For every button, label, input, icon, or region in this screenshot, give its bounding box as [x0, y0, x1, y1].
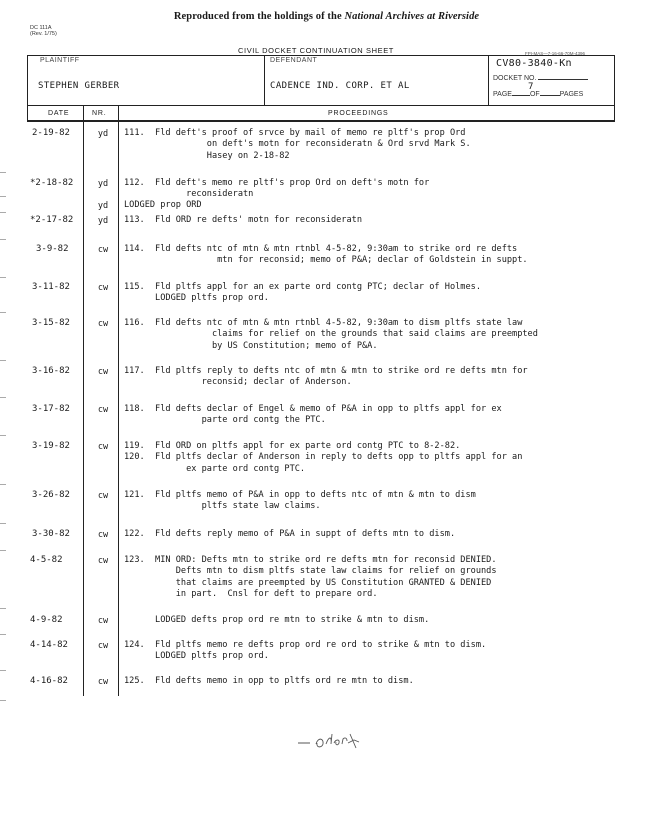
entry-proceedings: 116. Fld defts ntc of mtn & mtn rtnbl 4-5-82, 9:30am to dism pltfs state law claims for relief on the grounds that said claims are preempted by US Constitution; memo of P&A.: [124, 318, 538, 351]
entry-clerk-initials: cw: [97, 367, 109, 377]
entry-separator: [0, 212, 6, 213]
defendant-name: CADENCE IND. CORP. ET AL: [270, 81, 410, 91]
header-divider: [488, 55, 489, 106]
entry-date: 3-11-82: [32, 282, 70, 292]
entry-date: *2-17-82: [30, 215, 74, 225]
plaintiff-label: PLAINTIFF: [40, 57, 80, 64]
entry-clerk-initials: cw: [97, 283, 109, 293]
header-rule: [27, 121, 615, 122]
entry-clerk-initials: cw: [97, 491, 109, 501]
entry-proceedings: 113. Fld ORD re defts' motn for reconsideratn: [124, 215, 362, 225]
plaintiff-name: STEPHEN GERBER: [38, 81, 120, 91]
docket-label: [493, 72, 588, 82]
entry-separator: [0, 196, 6, 197]
entry-clerk-initials: cw: [97, 442, 109, 452]
entry-proceedings: 123. MIN ORD: Defts mtn to strike ord re defts mtn for reconsid DENIED. Defts mtn to dism pltfs state law claims for relief on grounds that claims are preempted by US Constitution GRANTED & DENIED in part. Cnsl for deft to prepare ord.: [124, 555, 497, 599]
entry-clerk-initials: cw: [97, 556, 109, 566]
page-label-text: PAGE: [493, 91, 512, 98]
entry-separator: [0, 397, 6, 398]
entry-separator: [0, 239, 6, 240]
date-column-header: DATE: [48, 110, 70, 117]
entry-proceedings: 118. Fld defts declar of Engel & memo of P&A in opp to pltfs appl for ex parte ord contg the PTC.: [124, 404, 502, 426]
entry-separator: [0, 670, 6, 671]
entry-proceedings: 125. Fld defts memo in opp to pltfs ord re mtn to dism.: [124, 676, 414, 686]
form-rev-line: (Rev. 1/75): [30, 31, 57, 37]
entry-date: 3-26-82: [32, 490, 70, 500]
entry-clerk-initials: cw: [97, 641, 109, 651]
date-column-rule: [83, 106, 84, 696]
column-header-row: [27, 106, 615, 121]
entry-date: 3-15-82: [32, 318, 70, 328]
entry-separator: [0, 550, 6, 551]
page-underline: [512, 88, 530, 96]
entry-separator: [0, 360, 6, 361]
entry-separator: [0, 484, 6, 485]
entry-clerk-initials: yd: [97, 201, 109, 211]
entry-clerk-initials: yd: [97, 179, 109, 189]
page-pages-text: PAGES: [559, 91, 584, 98]
docket-number: CV80-3840-Kn: [496, 58, 572, 69]
form-no-line: DC 111A: [30, 25, 52, 31]
entry-date: 4-16-82: [30, 676, 68, 686]
entry-separator: [0, 700, 6, 701]
form-number: [30, 25, 57, 37]
page-of-text: OF: [529, 91, 540, 98]
nr-column-rule: [118, 106, 119, 696]
entry-clerk-initials: cw: [97, 245, 109, 255]
pages-underline: [540, 88, 560, 96]
entry-proceedings: 111. Fld deft's proof of srvce by mail of memo re pltf's prop Ord on deft's motn for reconsideratn & Ord srvd Mark S. Hasey on 2-18-82: [124, 128, 471, 161]
entry-separator: [0, 523, 6, 524]
entry-date: 3-30-82: [32, 529, 70, 539]
reproduction-banner: [0, 11, 653, 22]
entry-separator: [0, 312, 6, 313]
docket-underline: [538, 72, 588, 80]
entry-proceedings: 115. Fld pltfs appl for an ex parte ord contg PTC; declar of Holmes. LODGED pltfs prop ord.: [124, 282, 481, 304]
entry-date: 4-5-82: [30, 555, 63, 565]
docket-label-text: DOCKET NO.: [493, 75, 537, 82]
entry-clerk-initials: cw: [97, 405, 109, 415]
entry-separator: [0, 277, 6, 278]
proceedings-column-header: PROCEEDINGS: [328, 110, 389, 117]
entry-proceedings: 114. Fld defts ntc of mtn & mtn rtnbl 4-5-82, 9:30am to strike ord re defts mtn for reconsid; memo of P&A; declar of Goldstein in suppt.: [124, 244, 528, 266]
entry-date: 4-14-82: [30, 640, 68, 650]
repro-archive: National Archives at Riverside: [344, 11, 480, 22]
entry-clerk-initials: cw: [97, 530, 109, 540]
entry-proceedings: LODGED defts prop ord re mtn to strike & mtn to dism.: [124, 615, 430, 625]
entry-date: *2-18-82: [30, 178, 74, 188]
entry-separator: [0, 435, 6, 436]
entry-date: 3-9-82: [36, 244, 69, 254]
entry-proceedings: 117. Fld pltfs reply to defts ntc of mtn & mtn to strike ord re defts mtn for reconsid; declar of Anderson.: [124, 366, 528, 388]
entry-proceedings: 121. Fld pltfs memo of P&A in opp to defts ntc of mtn & mtn to dism pltfs state law claims.: [124, 490, 476, 512]
entry-clerk-initials: yd: [97, 129, 109, 139]
sheet-title: CIVIL DOCKET CONTINUATION SHEET: [238, 46, 394, 55]
entry-separator: [0, 608, 6, 609]
entry-clerk-initials: yd: [97, 216, 109, 226]
entry-date: 4-9-82: [30, 615, 63, 625]
entry-proceedings: 119. Fld ORD on pltfs appl for ex parte ord contg PTC to 8-2-82. 120. Fld pltfs declar of Anderson in reply to defts opp to pltfs appl for an ex parte ord contg PTC.: [124, 441, 523, 474]
entry-date: 2-19-82: [32, 128, 70, 138]
entry-date: 3-19-82: [32, 441, 70, 451]
entry-proceedings: 124. Fld pltfs memo re defts prop ord re ord to strike & mtn to dism. LODGED pltfs prop ord.: [124, 640, 487, 662]
page-number: 7: [528, 82, 534, 92]
entry-separator: [0, 172, 6, 173]
header-divider: [264, 55, 265, 106]
printer-stamp: FPI-MAS—7-16-66-70M-4396: [525, 51, 586, 56]
page-label: [493, 88, 583, 98]
entry-date: 3-16-82: [32, 366, 70, 376]
entry-date: 3-17-82: [32, 404, 70, 414]
entry-clerk-initials: cw: [97, 319, 109, 329]
defendant-label: DEFENDANT: [270, 57, 318, 64]
nr-column-header: NR.: [92, 110, 107, 117]
entry-proceedings: 112. Fld deft's memo re pltf's prop Ord on deft's motn for reconsideratn: [124, 178, 430, 200]
entry-proceedings: LODGED prop ORD: [124, 200, 202, 210]
entry-proceedings: 122. Fld defts reply memo of P&A in suppt of defts mtn to dism.: [124, 529, 456, 539]
repro-prefix: Reproduced from the holdings of the: [173, 11, 345, 22]
handwritten-signature-icon: [296, 728, 378, 754]
entry-separator: [0, 634, 6, 635]
entry-clerk-initials: cw: [97, 616, 109, 626]
entry-clerk-initials: cw: [97, 677, 109, 687]
